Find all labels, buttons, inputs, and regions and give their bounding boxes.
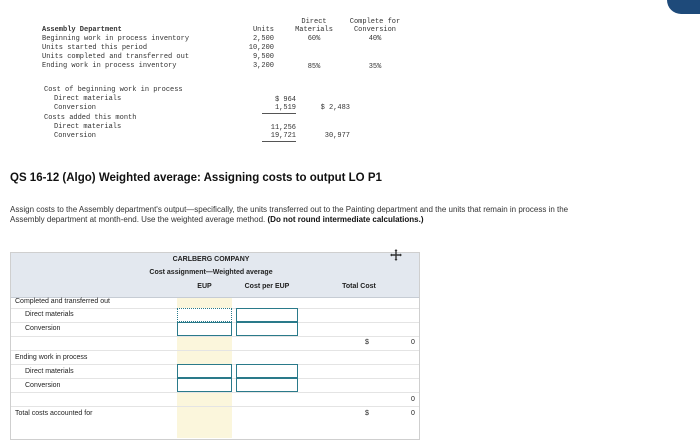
units-value: 10,200 [248,44,274,52]
completed-conv-label: Conversion [25,325,61,332]
dm-label: Direct materials [54,123,122,131]
question-body: Assign costs to the Assembly department's output—specifically, the units transferred out to the Painting department and the units that remain in process in the Assembly department at month-end. Use the weighted average method. [10,205,569,224]
ending-dm-eup-input[interactable] [177,364,232,378]
beg-total-value: $ 2,483 [320,104,350,112]
row-label: Ending work in process inventory [42,62,177,70]
col-conv-header-2: Conversion [353,26,396,34]
top-right-widget [667,0,700,14]
units-value: 2,500 [252,35,274,43]
dm-added-value: 11,256 [270,124,296,132]
table-header [11,253,419,298]
row-divider [11,336,419,337]
ending-conv-eup-input[interactable] [177,378,232,392]
col-cost-per-eup: Cost per EUP [244,283,290,290]
row-divider [11,350,419,351]
completed-total-value: 0 [411,339,415,346]
dm-label: Direct materials [54,95,122,103]
ending-conv-cost-input[interactable] [236,378,298,392]
ending-dm-cost-input[interactable] [236,364,298,378]
units-value: 9,500 [252,53,274,61]
direct-pct: 85% [307,63,321,71]
conv-label: Conversion [54,104,97,112]
row-divider [11,406,419,407]
row-divider [11,392,419,393]
row-label: Units completed and transferred out [42,53,190,61]
completed-dm-cost-input[interactable] [236,308,298,322]
col-conv-header: Complete for [349,18,401,26]
col-direct-header-2: Materials [295,26,333,34]
cost-beg-label: Cost of beginning work in process [44,86,183,94]
ending-dm-label: Direct materials [25,368,74,375]
ending-label: Ending work in process [15,354,88,361]
row-label: Beginning work in process inventory [42,35,190,43]
ending-total-value: 0 [411,396,415,403]
ending-conv-label: Conversion [25,382,61,389]
col-eup: EUP [197,283,212,290]
conv-pct: 40% [368,35,382,43]
completed-total-dollar: $ [365,339,369,346]
conv-beg-value: 1,519 [262,104,296,114]
direct-pct: 60% [307,35,321,43]
cost-assignment-table [10,252,420,440]
conv-label: Conversion [54,132,97,140]
conv-added-value: 19,721 [262,132,296,142]
col-direct-header: Direct [301,18,327,26]
question-text [10,205,598,225]
total-costs-value: 0 [411,410,415,417]
completed-conv-cost-input[interactable] [236,322,298,336]
col-total-cost: Total Cost [342,283,376,290]
completed-label: Completed and transferred out [15,298,110,305]
total-costs-dollar: $ [365,410,369,417]
question-title: QS 16-12 (Algo) Weighted average: Assigning costs to output LO P1 [10,172,382,184]
units-value: 3,200 [252,62,274,70]
col-units-header: Units [252,26,274,34]
question-bold-note: (Do not round intermediate calculations.) [267,215,424,224]
total-costs-label: Total costs accounted for [15,410,93,417]
move-plus-icon[interactable] [390,249,402,261]
company-name: CARLBERG COMPANY [172,256,250,263]
completed-conv-eup-input[interactable] [177,322,232,336]
row-label: Units started this period [42,44,148,52]
added-total-value: 30,977 [324,132,350,140]
completed-dm-eup-input[interactable] [177,308,232,322]
completed-dm-label: Direct materials [25,311,74,318]
conv-pct: 35% [368,63,382,71]
dm-beg-value: $ 964 [274,96,296,104]
table-subtitle: Cost assignment—Weighted average [149,269,273,276]
costs-added-label: Costs added this month [44,114,137,122]
dept-title: Assembly Department [42,26,122,34]
